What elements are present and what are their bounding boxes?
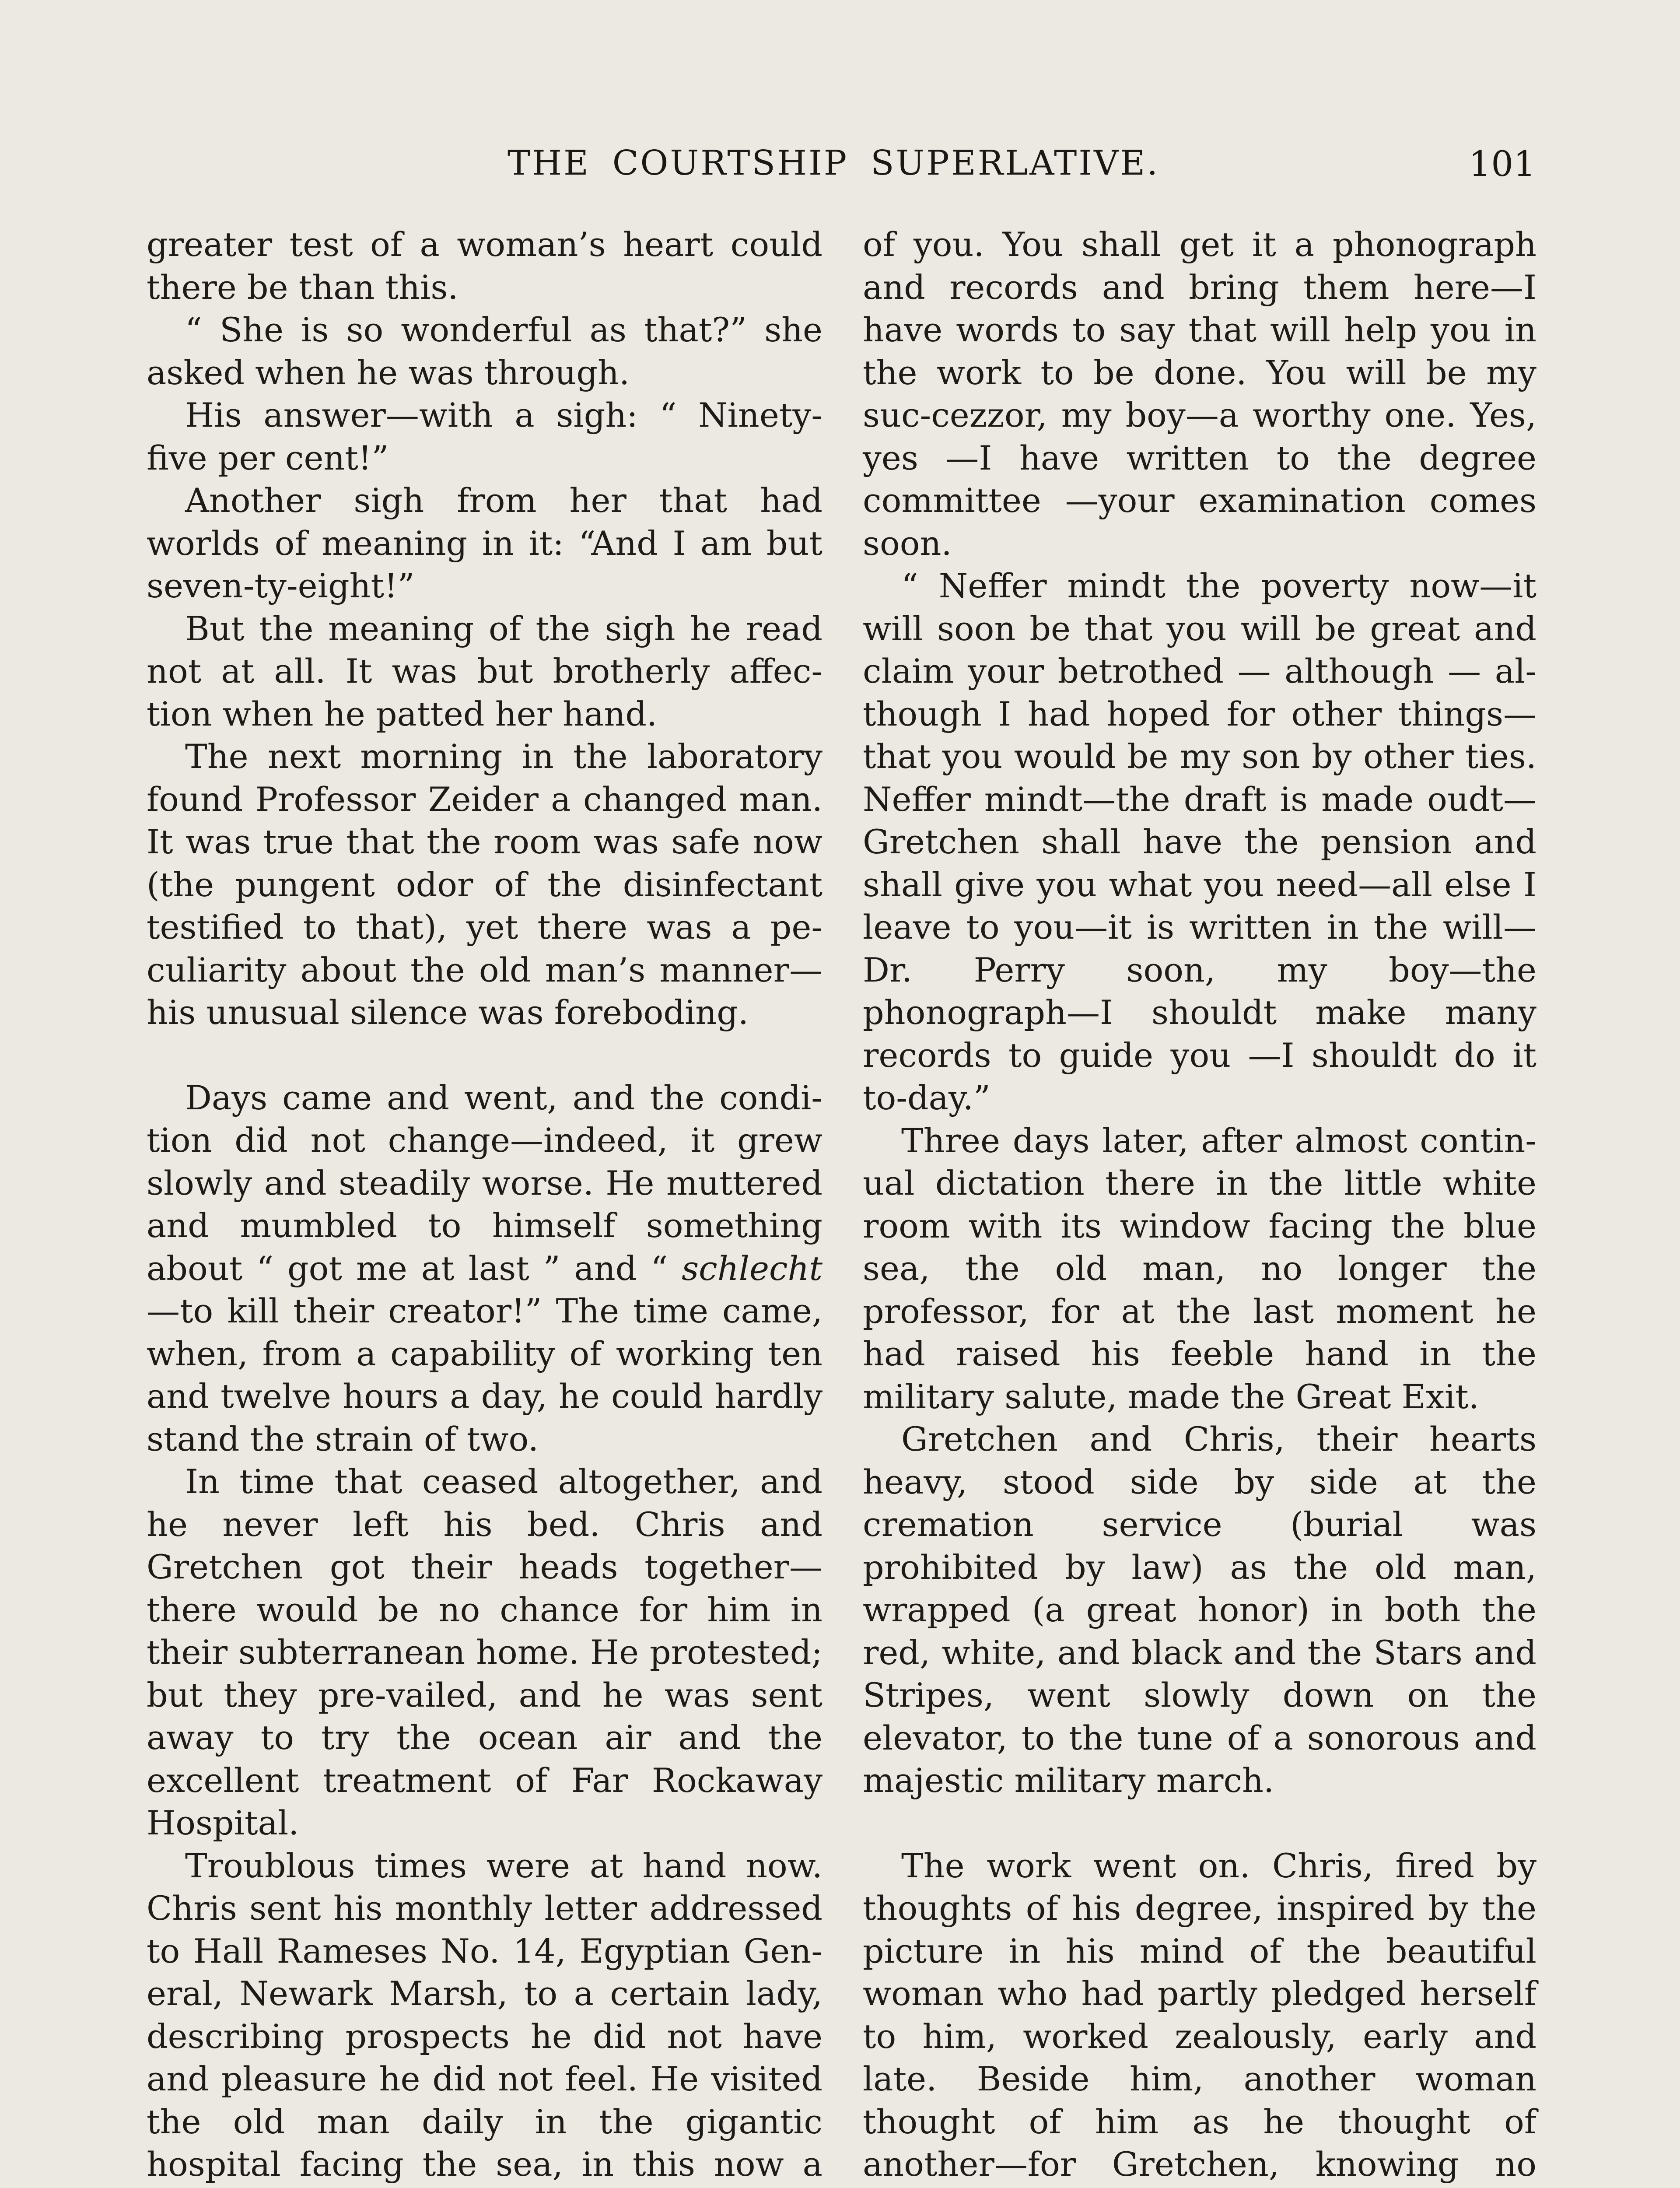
- paragraph: Another sigh from her that had worlds of meaning in it: “And I am but seven-ty-eight!”: [147, 481, 822, 605]
- left-column: [147, 223, 822, 2188]
- paragraph: Troublous times were at hand now. Chris sent his monthly letter addressed to Hall Rameses No. 14, Egyptian Gen-eral, Newark Marsh, to a certain lady, describing prospects he did not have and pleasure he did not feel. He visited the old man daily in the gigantic hospital facing the sea, in this now a: [147, 1846, 822, 2184]
- paragraph: [147, 1076, 822, 1461]
- page-number: 101: [1469, 144, 1536, 184]
- paragraph: greater test of a woman’s heart could there be than this.: [147, 225, 822, 307]
- paragraph: The next morning in the laboratory found Professor Zeider a changed man. It was true that the room was safe now (the pungent odor of the disinfectant testified to that), yet there was a pe-culiarity about the old man’s manner—his unusual silence was foreboding.: [147, 737, 822, 1032]
- paragraph: “ Neffer mindt the poverty now—it will soon be that you will be great and claim your betrothed — although — al-though I had hoped for other things—that you would be my son by other ties. Neffer mindt—the draft is made oudt—Gretchen shall have the pension and shall give you what you need—all else I leave to you—it is written in the will—Dr. Perry soon, my boy—the phonograph—I shouldt make many records to guide you —I shouldt do it to-day.”: [863, 566, 1536, 1117]
- paragraph: Three days later, after almost contin-ual dictation there in the little white room with its window facing the blue sea, the old man, no longer the professor, for at the last moment he had raised his feeble hand in the military salute, made the Great Exit.: [863, 1121, 1536, 1416]
- paragraph: In time that ceased altogether, and he never left his bed. Chris and Gretchen got their heads together—there would be no chance for him in their subterranean home. He protested; but they pre-vailed, and he was sent away to try the ocean air and the excellent treatment of Far Rockaway Hospital.: [147, 1462, 822, 1842]
- paragraph: His answer—with a sigh: “ Ninety-five per cent!”: [147, 396, 822, 477]
- paragraph: “ She is so wonderful as that?” she asked when he was through.: [147, 310, 822, 392]
- paragraph: The work went on. Chris, fired by thoughts of his degree, inspired by the picture in his mind of the beautiful woman who had partly pledged herself to him, worked zealously, early and late. Beside him, another woman thought of him as he thought of another—for Gretchen, knowing no: [863, 1846, 1536, 2184]
- right-column: [863, 223, 1536, 2188]
- running-title: THE COURTSHIP SUPERLATIVE.: [508, 144, 1160, 183]
- paragraph: of you. You shall get it a phonograph and records and bring them here—I have words to say that will help you in the work to be done. You will be my suc-cezzor, my boy—a worthy one. Yes, yes —I have written to the degree committee —your examination comes soon.: [863, 225, 1536, 563]
- text-run: Days came and went, and the condi-tion did not change—indeed, it grew slowly and steadily worse. He muttered and mumbled to himself something about “ got me at last ” and “: [147, 1078, 822, 1288]
- italic-word: schlecht: [682, 1248, 822, 1288]
- paragraph: Gretchen and Chris, their hearts heavy, stood side by side at the cremation service (burial was prohibited by law) as the old man, wrapped (a great honor) in both the red, white, and black and the Stars and Stripes, went slowly down on the elevator, to the tune of a sonorous and majestic military march.: [863, 1420, 1536, 1800]
- text-run: —to kill their creator!” The time came, when, from a capability of working ten and twelve hours a day, he could hardly stand the strain of two.: [147, 1291, 822, 1459]
- paragraph: But the meaning of the sigh he read not at all. It was but brotherly affec-tion when he patted her hand.: [147, 609, 822, 733]
